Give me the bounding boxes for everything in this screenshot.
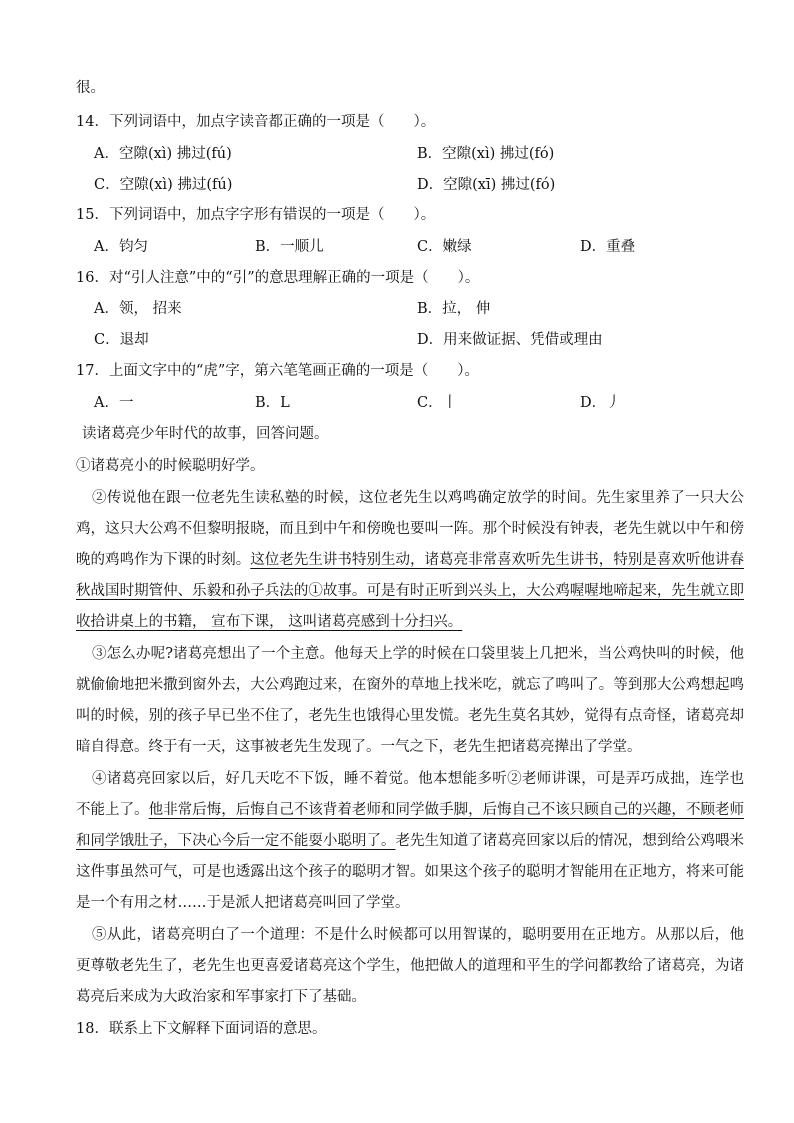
question-15-stem: 15．下列词语中，加点字字形有错误的一项是（ ）。 xyxy=(76,207,436,223)
q14-option-d[interactable]: D．空隙(xī) 拂过(fó) xyxy=(417,177,556,193)
question-18-stem: 18．联系上下文解释下面词语的意思。 xyxy=(76,1021,327,1037)
q15-option-a[interactable]: A．钧匀 xyxy=(94,239,148,255)
paragraph-4-text-a: ④诸葛亮回家以后，好几天吃不下饭，睡不着觉。他本想能多听②老师讲课，可是弄巧成拙，连学也不能上了。 xyxy=(76,771,744,818)
reading-paragraph-3: ③怎么办呢?诸葛亮想出了一个主意。他每天上学的时候在口袋里装上几把米，当公鸡快叫的时候，他就偷偷地把米撒到窗外去，大公鸡跑过来，在窗外的草地上找米吃，就忘了鸣叫了。等到那大公鸡想起鸣叫的时候，别的孩子早已坐不住了，老先生也饿得心里发慌。老先生莫名其妙，觉得有点奇怪，诸葛亮却暗自得意。终于有一天，这事被老先生发现了。一气之下，老先生把诸葛亮撵出了学堂。 xyxy=(76,646,744,755)
reading-paragraph-1: ①诸葛亮小的时候聪明好学。 xyxy=(76,458,265,474)
question-14-stem: 14．下列词语中，加点字读音都正确的一项是（ ）。 xyxy=(76,114,436,130)
reading-intro: 读诸葛亮少年时代的故事，回答问题。 xyxy=(82,426,329,442)
q16-option-b[interactable]: B．拉， 伸 xyxy=(417,301,491,317)
reading-paragraph-4 xyxy=(76,764,744,919)
q15-option-c[interactable]: C．嫩绿 xyxy=(417,239,472,255)
top-fragment: 很。 xyxy=(76,80,105,96)
q14-option-a[interactable]: A．空隙(xì) 拂过(fú) xyxy=(94,146,232,162)
paragraph-4-text-c: 老先生知道了诸葛亮回家以后的情况，想到给公鸡喂米这件事虽然可气，可是也透露出这个孩子的聪明才智。如果这个孩子的聪明才智能用在正地方，将来可能是一个有用之材……于是派人把诸葛亮叫回了学堂。 xyxy=(76,833,745,911)
q15-option-d[interactable]: D．重叠 xyxy=(580,239,636,255)
q16-option-d[interactable]: D．用来做证据、凭借或理由 xyxy=(417,332,603,348)
q17-option-b[interactable]: B．L xyxy=(255,395,290,411)
reading-paragraph-2 xyxy=(76,483,744,638)
paragraph-2-text: ②传说他在跟一位老先生读私塾的时候，这位老先生以鸡鸣确定放学的时间。先生家里养了一只大公鸡，这只大公鸡不但黎明报晓，而且到中午和傍晚也要叫一阵。那个时候没有钟表，老先生就以中午和傍晚的鸡鸣作为下课的时刻。 xyxy=(76,490,744,568)
underlined-sentence-1: 这位老先生讲书特别生动，诸葛亮非常喜欢听先生讲书，特别是喜欢听他讲春秋战国时期管仲、乐毅和孙子兵法的①故事。可是有时正听到兴头上，大公鸡喔喔地啼起来，先生就立即收拾讲桌上的书籍， 宣布下课， 这叫诸葛亮感到十分扫兴。 xyxy=(76,552,744,630)
reading-paragraph-5: ⑤从此，诸葛亮明白了一个道理：不是什么时候都可以用智谋的，聪明要用在正地方。从那以后，他更尊敬老先生了，老先生也更喜爱诸葛亮这个学生，他把做人的道理和平生的学问都教给了诸葛亮，为诸葛亮后来成为大政治家和军事家打下了基础。 xyxy=(76,927,744,1005)
q14-option-c[interactable]: C．空隙(xì) 拂过(fú) xyxy=(94,177,233,193)
q17-option-c[interactable]: C．丨 xyxy=(417,395,458,411)
q14-option-b[interactable]: B．空隙(xì) 拂过(fó) xyxy=(417,146,555,162)
q16-option-a[interactable]: A．领， 招来 xyxy=(94,301,182,317)
q17-option-d[interactable]: D．丿 xyxy=(580,395,621,411)
q16-option-c[interactable]: C．退却 xyxy=(94,332,149,348)
question-16-stem: 16．对“引人注意”中的“引”的意思理解正确的一项是（ ）。 xyxy=(76,270,480,286)
underlined-sentence-2: 他非常后悔，后悔自己不该背着老师和同学做手脚，后悔自己不该只顾自己的兴趣，不顾老师和同学饿肚子，下决心今后一定不能耍小聪明了。 xyxy=(76,802,745,849)
question-17-stem: 17．上面文字中的“虎”字，第六笔笔画正确的一项是（ ）。 xyxy=(76,363,480,379)
q15-option-b[interactable]: B．一顺儿 xyxy=(255,239,324,255)
q17-option-a[interactable]: A．一 xyxy=(94,395,134,411)
